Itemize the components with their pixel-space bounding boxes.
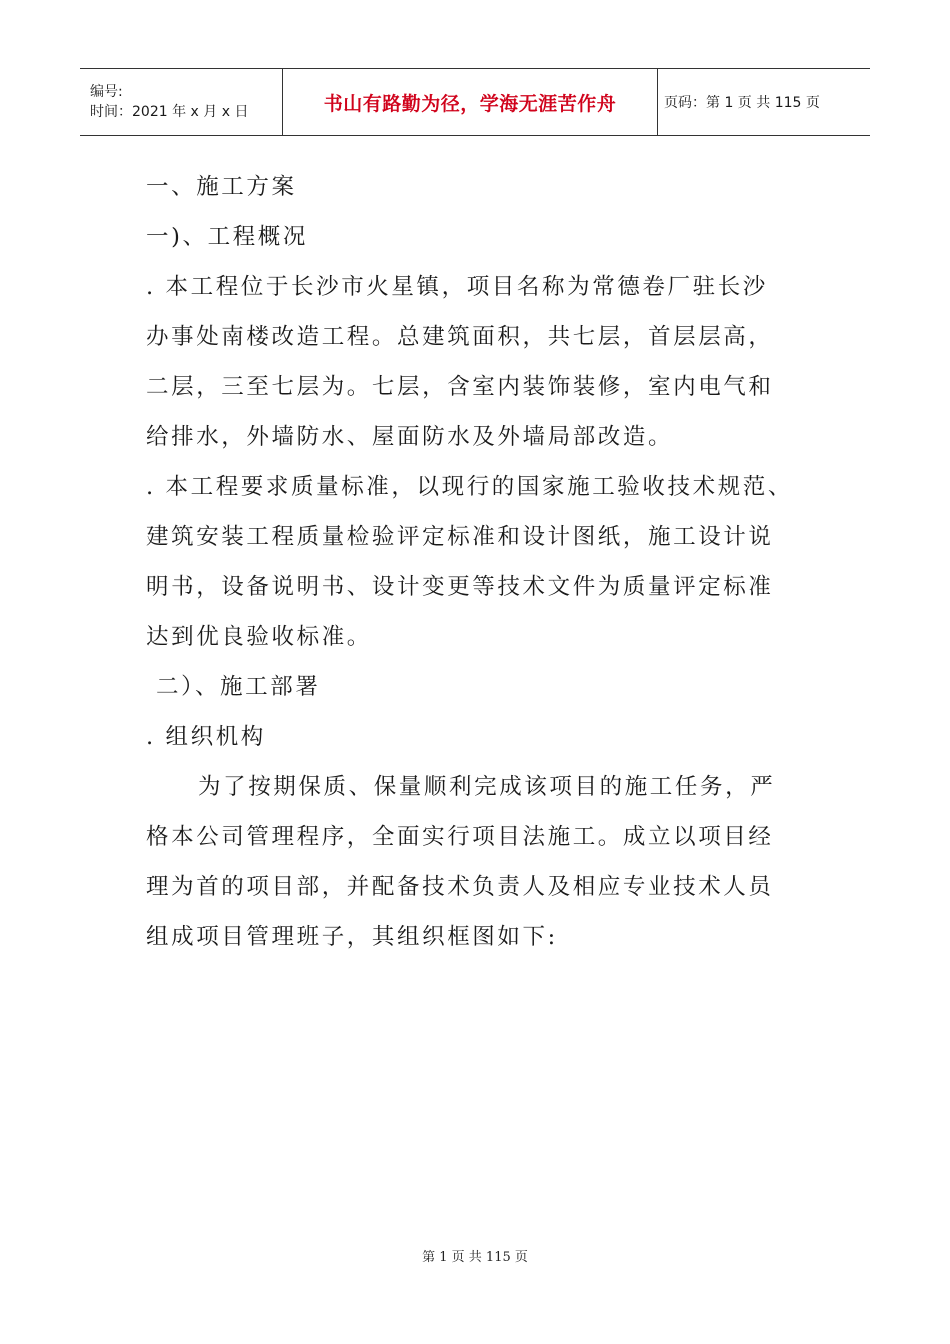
page-footer: [0, 1246, 950, 1265]
paragraph-line: 二层，三至七层为。七层，含室内装饰装修，室内电气和: [146, 374, 774, 400]
paragraph-line: 建筑安装工程质量检验评定标准和设计图纸，施工设计说: [146, 524, 774, 550]
paragraph-line: 给排水，外墙防水、屋面防水及外墙局部改造。: [146, 424, 674, 450]
doc-time-label: 时间：2021 年 x 月 x 日: [90, 104, 249, 120]
paragraph-line: . 本工程要求质量标准，以现行的国家施工验收技术规范、: [146, 474, 794, 500]
item-heading: . 组织机构: [146, 724, 266, 750]
paragraph-line: 明书，设备说明书、设计变更等技术文件为质量评定标准: [146, 574, 774, 600]
doc-number-label: 编号:: [90, 84, 123, 100]
header-motto-cell: [283, 69, 658, 135]
subsection-heading: 一)、工程概况: [146, 224, 308, 250]
paragraph-line: 格本公司管理程序，全面实行项目法施工。成立以项目经: [146, 824, 774, 850]
header-motto: 书山有路勤为径，学海无涯苦作舟: [323, 92, 617, 115]
paragraph-line: 组成项目管理班子，其组织框图如下:: [146, 924, 558, 950]
paragraph-line: 为了按期保质、保量顺利完成该项目的施工任务，严: [198, 774, 776, 800]
paragraph-line: 达到优良验收标准。: [146, 624, 372, 650]
section-heading: 一、施工方案: [146, 174, 297, 200]
header-page-label: 页码：第 1 页 共 115 页: [664, 95, 820, 111]
footer-page-number: 第 1 页 共 115 页: [422, 1250, 528, 1265]
subsection-heading: 二）、施工部署: [156, 674, 321, 700]
document-body: [146, 162, 810, 962]
paragraph-line: 办事处南楼改造工程。总建筑面积，共七层，首层层高，: [146, 324, 774, 350]
paragraph-line: . 本工程位于长沙市火星镇，项目名称为常德卷厂驻长沙: [146, 274, 768, 300]
page-header: [80, 68, 870, 136]
header-page-cell: [658, 69, 870, 135]
paragraph-line: 理为首的项目部，并配备技术负责人及相应专业技术人员: [146, 874, 774, 900]
header-meta: [80, 69, 283, 135]
